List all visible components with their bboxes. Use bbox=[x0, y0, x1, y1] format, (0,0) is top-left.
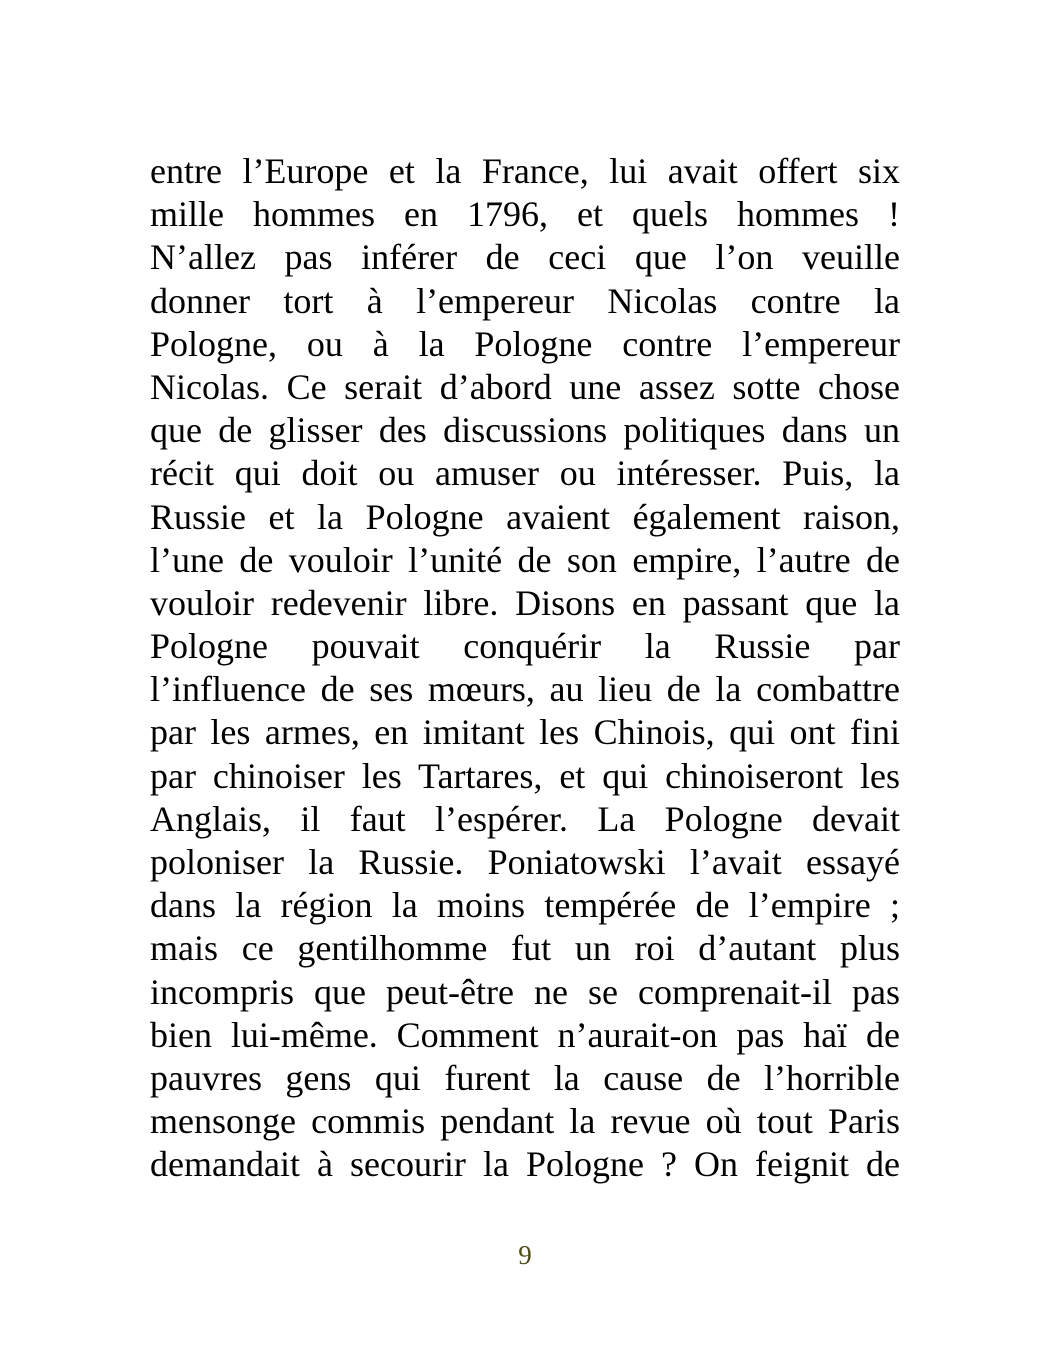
text-line: l’influence de ses mœurs, au lieu de la combattre bbox=[150, 669, 900, 710]
text-line: incompris que peut-être ne se comprenait-il pas bbox=[150, 971, 900, 1012]
text-line: Nicolas. Ce serait d’abord une assez sotte chose bbox=[150, 366, 900, 407]
text-line: l’une de vouloir l’unité de son empire, l’autre de bbox=[150, 539, 900, 580]
text-line: donner tort à l’empereur Nicolas contre la bbox=[150, 280, 900, 321]
text-line: demandait à secourir la Pologne ? On feignit de bbox=[150, 1144, 900, 1185]
text-line: Pologne pouvait conquérir la Russie par bbox=[150, 626, 900, 667]
text-line: par les armes, en imitant les Chinois, qui ont fini bbox=[150, 712, 900, 753]
text-line: mille hommes en 1796, et quels hommes ! bbox=[150, 194, 900, 235]
text-line: mensonge commis pendant la revue où tout Paris bbox=[150, 1101, 900, 1142]
text-line: poloniser la Russie. Poniatowski l’avait essayé bbox=[150, 842, 900, 882]
text-line: récit qui doit ou amuser ou intéresser. Puis, la bbox=[150, 453, 900, 494]
text-line: Anglais, il faut l’espérer. La Pologne devait bbox=[150, 798, 900, 839]
text-line: que de glisser des discussions politiques dans un bbox=[150, 410, 900, 451]
page-number: 9 bbox=[518, 1240, 532, 1270]
text-line: entre l’Europe et la France, lui avait offert six bbox=[150, 151, 900, 191]
text-line: mais ce gentilhomme fut un roi d’autant plus bbox=[150, 928, 900, 969]
text-line: par chinoiser les Tartares, et qui chinoiseront les bbox=[150, 755, 900, 796]
text-line: bien lui-même. Comment n’aurait-on pas haï de bbox=[150, 1014, 900, 1055]
text-line: Russie et la Pologne avaient également raison, bbox=[150, 496, 900, 537]
text-line: dans la région la moins tempérée de l’empire ; bbox=[150, 885, 900, 926]
text-line: N’allez pas inférer de ceci que l’on veuille bbox=[150, 237, 900, 278]
text-line: pauvres gens qui furent la cause de l’horrible bbox=[150, 1057, 900, 1098]
text-line: vouloir redevenir libre. Disons en passant que la bbox=[150, 582, 900, 623]
body-text bbox=[150, 150, 900, 1187]
text-line: Pologne, ou à la Pologne contre l’empereur bbox=[150, 323, 900, 364]
